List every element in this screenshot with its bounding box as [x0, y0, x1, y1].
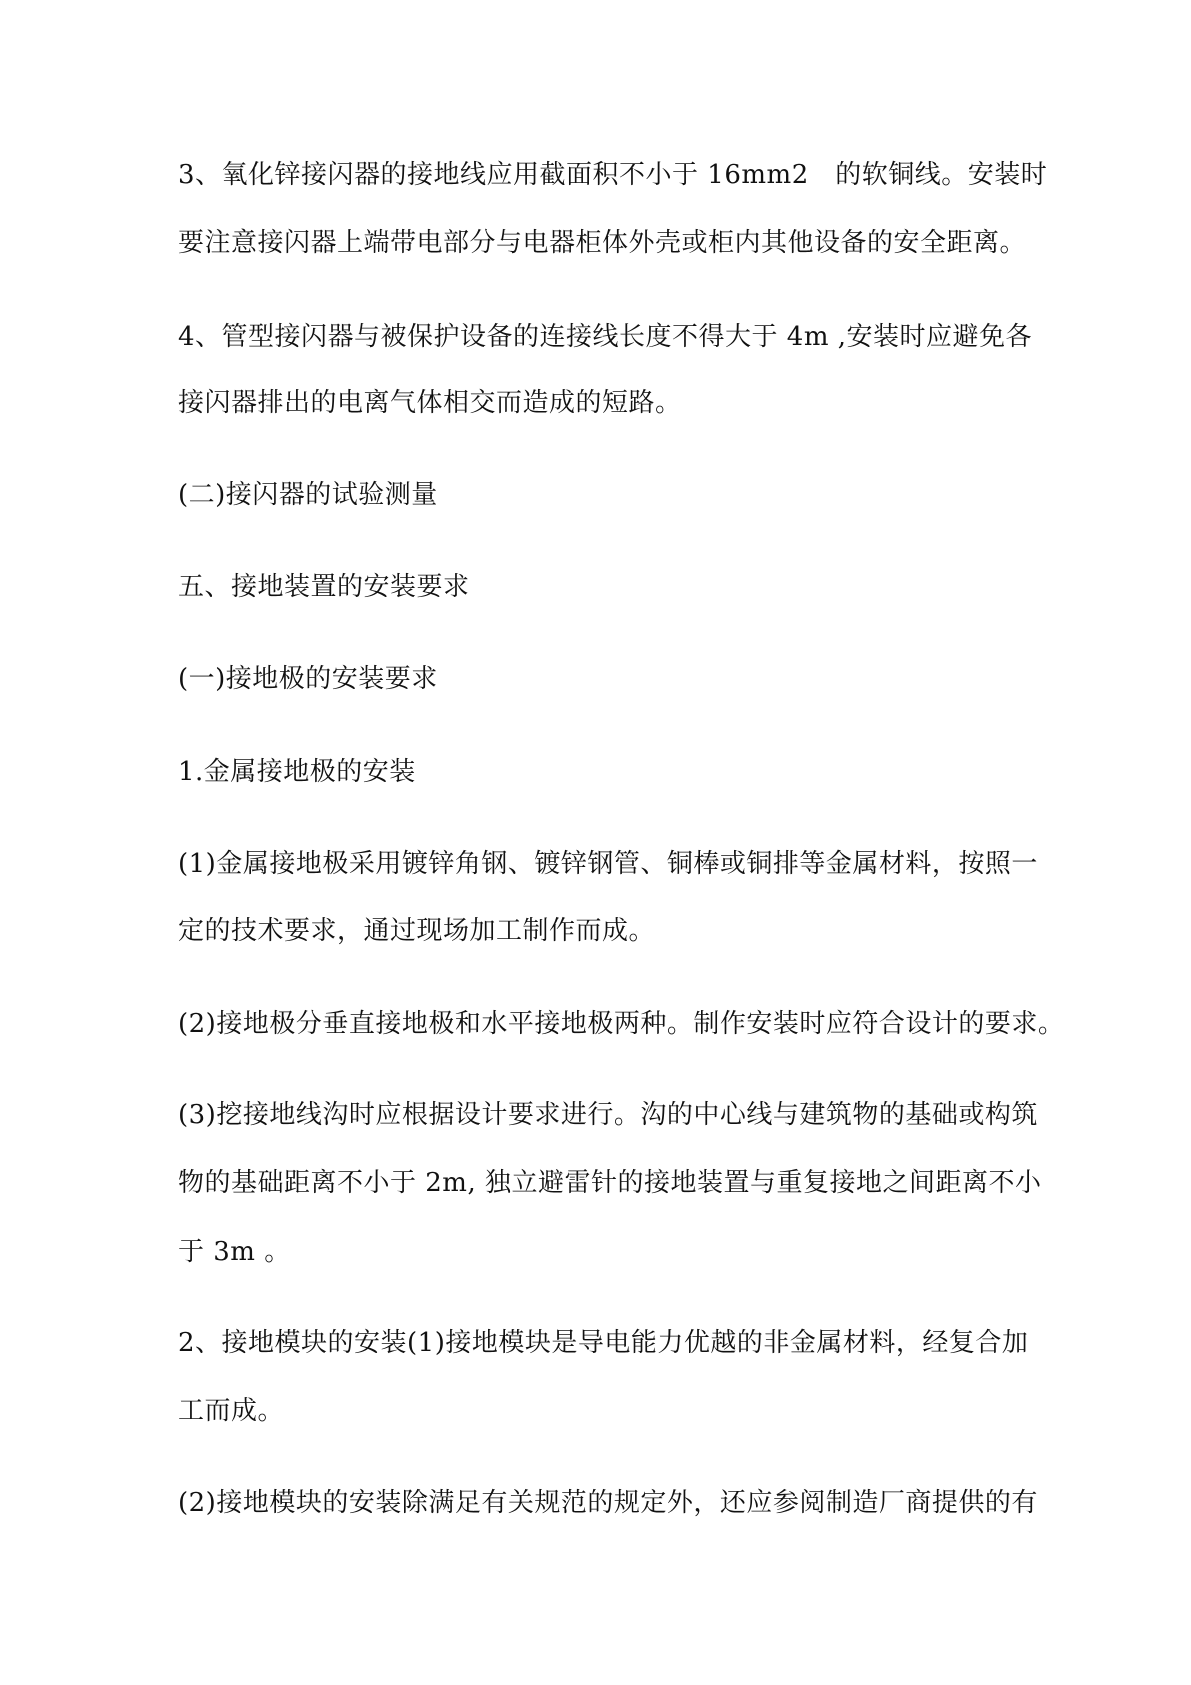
section-heading: 五、接地装置的安装要求 — [178, 572, 470, 602]
section-heading: (一)接地极的安装要求 — [178, 664, 438, 694]
text-line: (2)接地模块的安装除满足有关规范的规定外，还应参阅制造厂商提供的有 — [178, 1488, 1038, 1518]
text-line: 要注意接闪器上端带电部分与电器柜体外壳或柜内其他设备的安全距离。 — [178, 228, 1027, 258]
text-line: (3)挖接地线沟时应根据设计要求进行。沟的中心线与建筑物的基础或构筑 — [178, 1100, 1038, 1130]
text-line: (1)金属接地极采用镀锌角钢、镀锌钢管、铜棒或铜排等金属材料，按照一 — [178, 849, 1038, 879]
section-heading: (二)接闪器的试验测量 — [178, 480, 438, 510]
text-line: 物的基础距离不小于 2m, 独立避雷针的接地装置与重复接地之间距离不小 — [178, 1168, 1042, 1198]
text-line: 接闪器排出的电离气体相交而造成的短路。 — [178, 388, 682, 418]
text-line: 工而成。 — [178, 1396, 285, 1426]
text-line: 4、管型接闪器与被保护设备的连接线长度不得大于 4m ,安装时应避免各 — [178, 322, 1033, 352]
text-line: 定的技术要求，通过现场加工制作而成。 — [178, 916, 656, 946]
text-line: 2、接地模块的安装(1)接地模块是导电能力优越的非金属材料，经复合加 — [178, 1328, 1029, 1358]
text-line: 于 3m 。 — [178, 1237, 291, 1267]
text-line: 3、氧化锌接闪器的接地线应用截面积不小于 16mm2 的软铜线。安装时 — [178, 160, 1048, 190]
text-line: (2)接地极分垂直接地极和水平接地极两种。制作安装时应符合设计的要求。 — [178, 1009, 1065, 1039]
subsection-heading: 1.金属接地极的安装 — [178, 757, 416, 787]
